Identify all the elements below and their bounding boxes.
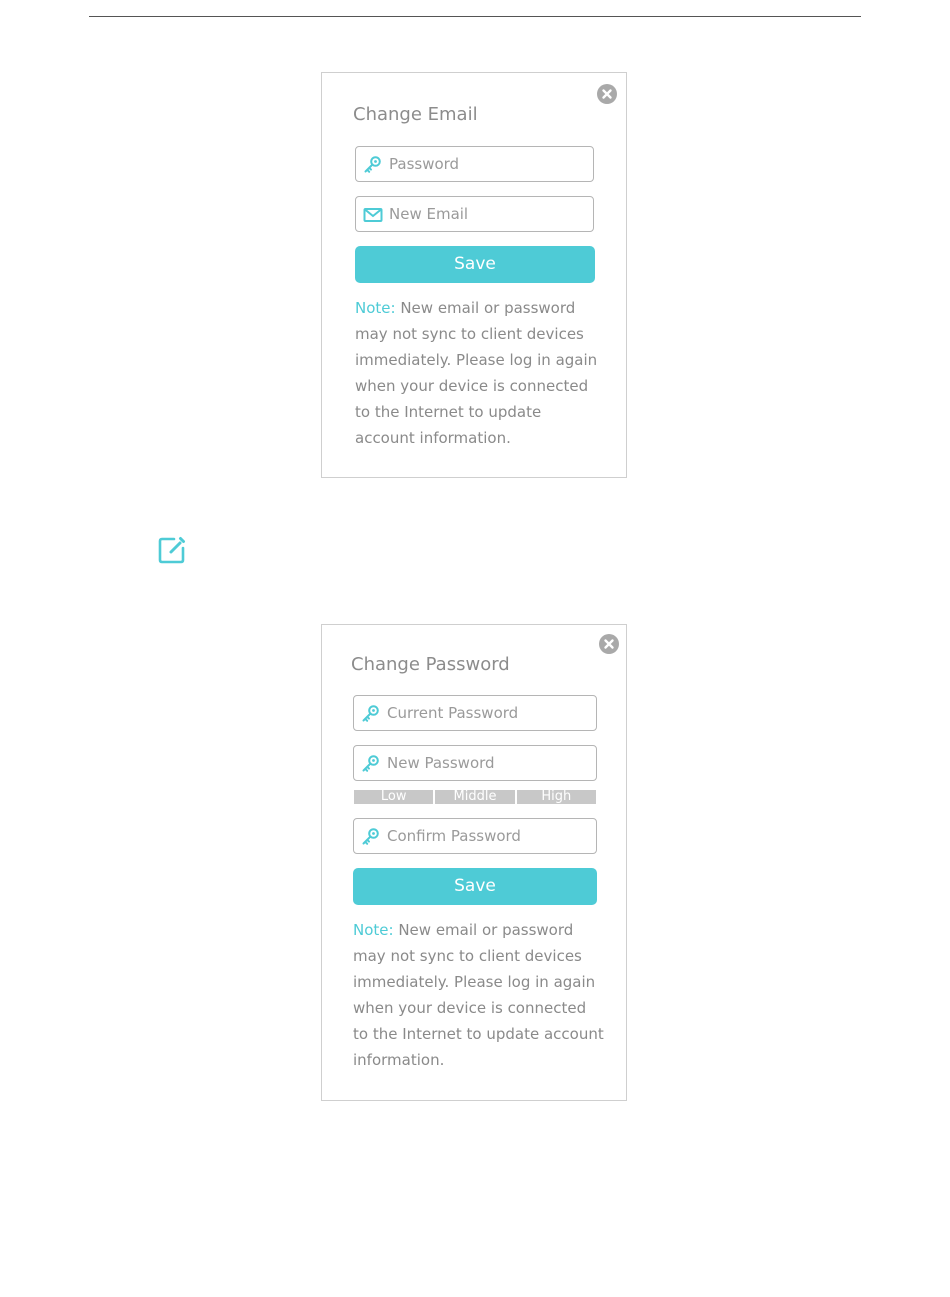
key-icon: [361, 704, 381, 724]
new-password-field[interactable]: [353, 745, 597, 781]
strength-high: High: [517, 790, 596, 804]
password-field[interactable]: [355, 146, 594, 182]
note-label: Note:: [355, 299, 396, 317]
current-password-field[interactable]: [353, 695, 597, 731]
save-button[interactable]: Save: [355, 246, 595, 283]
note-body: New email or password may not sync to client devices immediately. Please log in again when your device is connected to the Internet to update account information.: [355, 299, 598, 447]
strength-middle: Middle: [435, 790, 514, 804]
note-body: New email or password may not sync to client devices immediately. Please log in again when your device is connected to the Internet to update account information.: [353, 921, 604, 1069]
strength-low: Low: [354, 790, 433, 804]
change-email-dialog: [321, 72, 627, 478]
envelope-icon: [363, 205, 383, 225]
dialog-title: Change Email: [353, 104, 478, 125]
key-icon: [361, 754, 381, 774]
current-password-input[interactable]: [387, 696, 583, 730]
password-strength-meter: [354, 790, 596, 804]
key-icon: [363, 155, 383, 175]
new-email-input[interactable]: [389, 197, 585, 231]
new-email-field[interactable]: [355, 196, 594, 232]
change-password-dialog: [321, 624, 627, 1101]
dialog-title: Change Password: [351, 654, 510, 675]
close-icon: [599, 634, 619, 654]
new-password-input[interactable]: [387, 746, 583, 780]
password-input[interactable]: [389, 147, 585, 181]
confirm-password-field[interactable]: [353, 818, 597, 854]
edit-note-icon: [158, 536, 186, 564]
note-label: Note:: [353, 921, 394, 939]
note-text: [355, 295, 605, 451]
key-icon: [361, 827, 381, 847]
save-button[interactable]: Save: [353, 868, 597, 905]
page-top-rule: [89, 16, 861, 17]
close-icon: [597, 84, 617, 104]
confirm-password-input[interactable]: [387, 819, 583, 853]
note-text: [353, 917, 605, 1073]
close-button[interactable]: [597, 84, 617, 104]
close-button[interactable]: [599, 634, 619, 654]
